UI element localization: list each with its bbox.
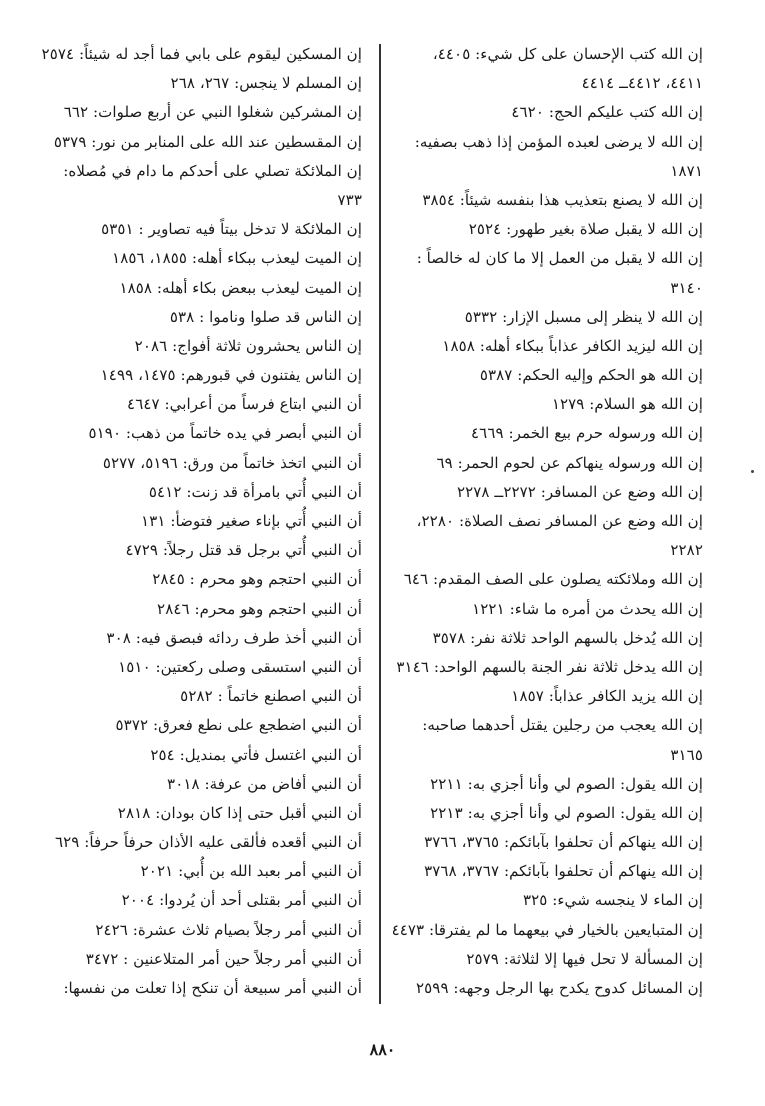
index-entry: إن الله كتب الإحسان على كل شيء: ٤٤٠٥، <box>432 45 703 63</box>
index-entry: ٢٢٨٢ <box>670 541 703 560</box>
index-entry: إن الله يحدث من أمره ما شاء: ١٢٢١ <box>472 599 703 618</box>
index-entry: أن النبي أمر بعبد الله بن أُبي: ٢٠٢١ <box>140 862 362 881</box>
index-entry: إن المقسطين عند الله على المنابر من نور: ٥٣٧٩ <box>53 132 362 151</box>
index-entry: إن الله كتب عليكم الحج: ٤٦٢٠ <box>511 103 703 122</box>
index-entry: إن المشركين شغلوا النبي عن أربع صلوات: ٦٦٢ <box>63 103 362 122</box>
index-entry: إن المسكين ليقوم على بابي فما أجد له شيئاً: ٢٥٧٤ <box>41 45 362 63</box>
index-entry: إن الماء لا ينجسه شيء: ٣٢٥ <box>522 891 703 910</box>
index-column-right <box>391 40 703 1003</box>
index-entry: أن النبي احتجم وهو محرم: ٢٨٤٦ <box>157 599 362 618</box>
index-entry: إن الملائكة لا تدخل بيتاً فيه تصاوير : ٥٣٥١ <box>101 220 362 239</box>
index-entry: أن النبي استسقى وصلى ركعتين: ١٥١٠ <box>118 657 362 676</box>
index-entry: إن الناس قد صلوا وناموا : ٥٣٨ <box>169 307 362 326</box>
index-entry: إن الناس يحشرون ثلاثة أفواج: ٢٠٨٦ <box>134 336 362 355</box>
index-entry: ٣١٦٥ <box>670 745 703 764</box>
index-entry: إن الله يدخل ثلاثة نفر الجنة بالسهم الواحد: ٣١٤٦ <box>396 657 703 676</box>
index-entry: إن الله هو السلام: ١٢٧٩ <box>551 395 703 414</box>
index-entry: أن النبي أمر سبيعة أن تنكح إذا تعلت من نفسها: <box>63 979 362 997</box>
index-entry: أن النبي اضطجع على نطع فعرق: ٥٣٧٢ <box>115 716 362 735</box>
index-entry: أن النبي اتخذ خاتماً من ورق: ٥١٩٦، ٥٢٧٧ <box>102 453 362 472</box>
index-entry: إن الملائكة تصلي على أحدكم ما دام في مُصلاه: <box>63 161 362 180</box>
index-entry: إن الله ورسوله حرم بيع الخمر: ٤٦٦٩ <box>471 424 703 443</box>
index-entry: ٤٤١١، ٤٤١٢ــ ٤٤١٤ <box>581 74 703 93</box>
index-entry: إن الله يزيد الكافر عذاباً: ١٨٥٧ <box>511 687 703 706</box>
index-entry: إن الله وضع عن المسافر: ٢٢٧٢ــ ٢٢٧٨ <box>456 482 703 501</box>
index-entry: أن النبي أخذ طرف ردائه فبصق فيه: ٣٠٨ <box>106 628 362 647</box>
index-entry: أن النبي أقعده فألقى عليه الأذان حرفاً حرفاً: ٦٢٩ <box>54 833 362 852</box>
index-entry: أن النبي ابتاع فرساً من أعرابي: ٤٦٤٧ <box>127 395 362 414</box>
index-entry: إن الله لا يرضى لعبده المؤمن إذا ذهب بصفيه: <box>414 132 703 151</box>
index-entry: أن النبي اغتسل فأتي بمنديل: ٢٥٤ <box>150 745 362 764</box>
page-number: ٨٨٠ <box>369 1040 396 1059</box>
index-entry: إن الله يقول: الصوم لي وأنا أجزي به: ٢٢١٣ <box>430 803 703 822</box>
index-entry: إن الله هو الحكم وإليه الحكم: ٥٣٨٧ <box>479 366 703 385</box>
index-entry: إن الناس يفتنون في قبورهم: ١٤٧٥، ١٤٩٩ <box>100 366 362 385</box>
index-entry: إن المتبايعين بالخيار في بيعهما ما لم يفترقا: ٤٤٧٣ <box>391 920 703 939</box>
index-entry: أن النبي احتجم وهو محرم : ٢٨٤٥ <box>152 570 362 589</box>
index-entry: أن النبي أُتي برجل قد قتل رجلاً: ٤٧٢٩ <box>125 541 362 560</box>
index-column-left <box>17 40 362 1003</box>
index-entry: إن الله يقول: الصوم لي وأنا أجزي به: ٢٢١١ <box>430 774 703 793</box>
index-entry: أن النبي أقبل حتى إذا كان بودان: ٢٨١٨ <box>117 803 362 822</box>
index-entry: إن الميت ليعذب ببكاء أهله: ١٨٥٥، ١٨٥٦ <box>112 249 362 268</box>
index-entry: إن الله يعجب من رجلين يقتل أحدهما صاحبه: <box>422 716 703 735</box>
index-entry: أن النبي أُتي بإناء صغير فتوضأ: ١٣١ <box>141 512 362 530</box>
index-entry: إن المسلم لا ينجس: ٢٦٧، ٢٦٨ <box>170 74 362 93</box>
index-entry: ١٨٧١ <box>670 161 703 180</box>
index-entry: إن الله ليزيد الكافر عذاباً ببكاء أهله: ١٨٥٨ <box>442 336 703 355</box>
index-entry: إن الله لا يقبل صلاة بغير طهور: ٢٥٢٤ <box>468 220 703 239</box>
index-entry: أن النبي أُتي بامرأة قد زنت: ٥٤١٢ <box>148 482 362 501</box>
index-entry: ٧٣٣ <box>337 190 362 209</box>
index-entry: إن الله ينهاكم أن تحلفوا بآبائكم: ٣٧٦٧، ٣٧٦٨ <box>424 862 703 881</box>
index-entry: أن النبي أمر رجلاً حين أمر المتلاعنين : ٣٤٧٢ <box>85 949 362 968</box>
index-entry: أن النبي أمر رجلاً بصيام ثلاث عشرة: ٢٤٢٦ <box>95 920 362 939</box>
index-entry: إن الميت ليعذب ببعض بكاء أهله: ١٨٥٨ <box>119 278 362 297</box>
index-entry: إن الله وضع عن المسافر نصف الصلاة: ٢٢٨٠، <box>416 512 703 530</box>
index-entry: إن الله يُدخل بالسهم الواحد ثلاثة نفر: ٣٥٧٨ <box>432 628 703 647</box>
index-entry: إن الله ينهاكم أن تحلفوا بآبائكم: ٣٧٦٥، ٣٧٦٦ <box>424 833 703 852</box>
index-entry: أن النبي أبصر في يده خاتماً من ذهب: ٥١٩٠ <box>88 424 362 443</box>
index-entry: إن الله لا يصنع بتعذيب هذا بنفسه شيئاً: ٣٨٥٤ <box>422 190 703 209</box>
index-entry: إن المسألة لا تحل فيها إلا لثلاثة: ٢٥٧٩ <box>466 949 703 968</box>
index-entry: أن النبي اصطنع خاتماً : ٥٢٨٢ <box>180 687 362 706</box>
index-entry: إن الله وملائكته يصلون على الصف المقدم: ٦٤٦ <box>403 570 703 589</box>
index-entry: إن الله لا ينظر إلى مسبل الإزار: ٥٣٣٢ <box>464 307 703 326</box>
index-entry: إن الله ورسوله ينهاكم عن لحوم الحمر: ٦٩ <box>436 453 703 472</box>
index-entry: إن المسائل كدوح يكدح بها الرجل وجهه: ٢٥٩٩ <box>415 979 703 997</box>
index-entry: ٣١٤٠ <box>670 278 703 297</box>
index-entry: أن النبي أفاض من عرفة: ٣٠١٨ <box>167 774 362 793</box>
index-entry: أن النبي أمر بقتلى أحد أن يُردوا: ٢٠٠٤ <box>121 891 362 910</box>
margin-mark <box>751 470 754 473</box>
index-entry: إن الله لا يقبل من العمل إلا ما كان له خالصاً : <box>416 249 703 268</box>
column-divider <box>379 44 381 1004</box>
